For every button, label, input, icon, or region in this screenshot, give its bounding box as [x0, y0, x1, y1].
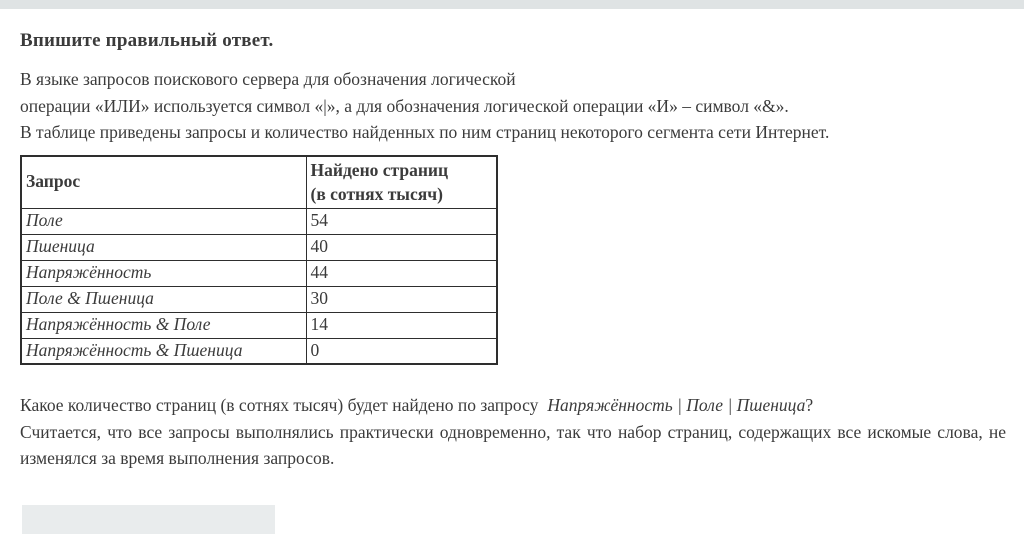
- query-cell: Напряжённость: [21, 260, 306, 286]
- query-cell: Поле: [21, 208, 306, 234]
- question-prefix: Какое количество страниц (в сотнях тысяч) будет найдено по запросу: [20, 395, 539, 415]
- table-row: [21, 338, 497, 364]
- query-cell: Поле & Пшеница: [21, 286, 306, 312]
- page-title: Впишите правильный ответ.: [20, 30, 274, 51]
- table-row: [21, 208, 497, 234]
- column-header-found-line1: Найдено страниц: [310, 159, 449, 180]
- top-bar: [0, 0, 1024, 9]
- answer-input[interactable]: [22, 505, 275, 534]
- found-cell: 30: [306, 286, 497, 312]
- table-row: [21, 312, 497, 338]
- found-cell: 14: [306, 312, 497, 338]
- table-row: [21, 234, 497, 260]
- query-cell: Пшеница: [21, 234, 306, 260]
- column-header-found: [306, 156, 497, 209]
- column-header-query: Запрос: [21, 156, 306, 209]
- question-query-expression: Напряжённость | Поле | Пшеница: [547, 395, 806, 415]
- query-results-table: [20, 155, 498, 366]
- intro-line: операции «ИЛИ» используется символ «|», а для обозначения логической операции «И» – символ «&».: [20, 95, 789, 116]
- found-cell: 40: [306, 234, 497, 260]
- intro-line: В таблице приведены запросы и количество найденных по ним страниц некоторого сегмента сети Интернет.: [20, 122, 830, 142]
- column-header-found-line2: (в сотнях тысяч): [310, 183, 443, 204]
- query-cell: Напряжённость & Пшеница: [21, 338, 306, 364]
- intro-text: [20, 66, 1006, 146]
- intro-line: В языке запросов поискового сервера для обозначения логической: [20, 69, 516, 89]
- question-mark: ?: [805, 395, 814, 415]
- table-row: [21, 260, 497, 286]
- found-cell: 0: [306, 338, 497, 364]
- question-sentence: [20, 392, 1006, 419]
- found-cell: 44: [306, 260, 497, 286]
- table-header-row: [21, 156, 497, 209]
- question-page: [0, 30, 1024, 534]
- question-note: Считается, что все запросы выполнялись практически одновременно, так что набор страниц, содержащих все искомые слова, не изменялся за время выполнения запросов.: [20, 421, 1006, 468]
- found-cell: 54: [306, 208, 497, 234]
- question-text: [20, 392, 1006, 472]
- query-cell: Напряжённость & Поле: [21, 312, 306, 338]
- table-row: [21, 286, 497, 312]
